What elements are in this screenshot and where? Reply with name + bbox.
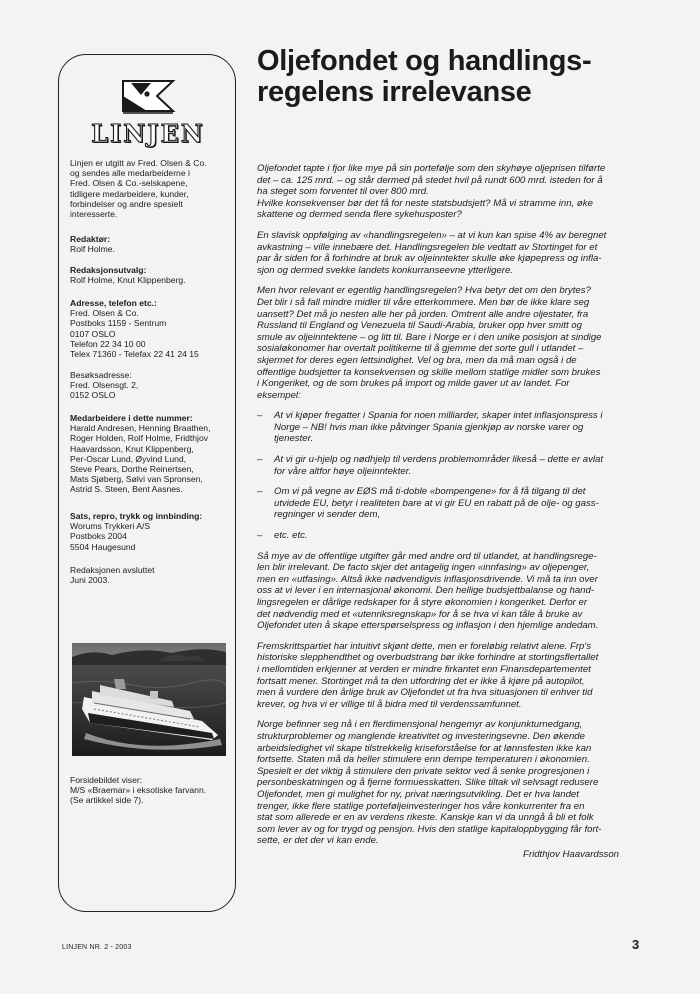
text-line: eksempel:: [257, 389, 301, 401]
contributors-heading: Medarbeidere i dette nummer:: [70, 413, 193, 423]
text-line: lingsregelen er dårlige redskaper for å styre økonomien i kongeriket. Derfor er: [257, 597, 588, 608]
print-line: Worums Trykkeri A/S: [70, 521, 151, 532]
text-line: trenger, ikke flere statlige porteføljeinvesteringer hos våre konkurrenter fra en: [257, 800, 585, 812]
paragraph: [257, 641, 641, 711]
text-line: ha steget som forventet til over 800 mrd.: [257, 186, 429, 198]
intro-line: Fred. Olsen & Co.-selskapene,: [70, 178, 188, 189]
committee-block: [70, 265, 230, 285]
linjen-wordmark: LINJEN: [91, 119, 205, 148]
editor-block: [70, 234, 230, 254]
editor-heading: Redaktør:: [70, 234, 111, 244]
closed-line: Juni 2003.: [70, 575, 110, 586]
closed-line: Redaksjonen avsluttet: [70, 565, 155, 575]
address-line: Telefon 22 34 10 00: [70, 338, 146, 349]
print-block: [70, 511, 230, 552]
text-line: Hvilke konsekvenser bør det få for neste statsbudsjett? Må vi stramme inn, øke: [257, 197, 593, 209]
masthead-panel: [58, 54, 236, 912]
print-line: 5504 Haugesund: [70, 541, 136, 552]
text-line: Så mye av de offentlige utgifter går med andre ord til utlandet, at handlingsrege-: [257, 550, 597, 562]
text-line: regninger vi sender dem,: [274, 509, 381, 521]
committee-names: Rolf Holme, Knut Klippenberg.: [70, 275, 186, 286]
text-line: stat som allerede er en av verdens rikeste. Kanskje kan vi da unngå å bli et folk: [257, 812, 594, 824]
issue-label: LINJEN NR. 2 - 2003: [62, 944, 132, 951]
flag-logo-icon: [121, 77, 176, 115]
bullet-item: [257, 454, 641, 477]
dash-bullet-icon: –: [257, 486, 263, 498]
contributors-line: Harald Andresen, Henning Braathen,: [70, 423, 211, 434]
text-line: oss at vi lever i en internasjonal økonomi. Den hellige budsjettbalanse og hand-: [257, 585, 595, 597]
address-heading: Adresse, telefon etc.:: [70, 298, 157, 308]
text-line: utvidede EU, betyr i realiteten bare at vi gir EU en rabatt på de olje- og gass-: [274, 497, 599, 509]
text-line: fortsatt mener. Stortinget må ta den utfordring det er ikke å kjøre på autopilot,: [257, 675, 585, 687]
intro-line: forbindelser og andre spesielt: [70, 198, 183, 209]
title-line: Oljefondet og handlings-: [257, 45, 592, 77]
address-line: 0107 OSLO: [70, 328, 116, 339]
title-line: regelens irrelevanse: [257, 76, 532, 108]
photo-caption: [70, 775, 230, 806]
bullet-item: [257, 486, 641, 521]
text-line: Om vi på vegne av EØS må ti-doble «bompengene» for å få tilgang til det: [274, 486, 586, 498]
dash-bullet-icon: –: [257, 454, 263, 466]
text-line: som lever av og for trygd og pensjon. Hvis den statlige kapitaloppbygging får fort-: [257, 823, 602, 835]
text-line: strukturproblemer og manglende kreativitet og investeringsevne. Den økende: [257, 730, 585, 742]
caption-line: M/S «Braemar» i eksotiske farvann.: [70, 785, 207, 796]
caption-line: (Se artikkel side 7).: [70, 795, 144, 806]
text-line: Men hvor relevant er egentlig handlingsregelen? Hva betyr det om den brytes?: [257, 285, 591, 297]
text-line: Det blir i så fall mindre midler til våre etterkommere. Men bør de ikke klare seg: [257, 296, 590, 308]
address-line: Telex 71360 - Telefax 22 41 24 15: [70, 349, 199, 360]
cover-photo: [72, 643, 226, 756]
visit-address-line: Fred. Olsensgt. 2,: [70, 380, 139, 391]
text-line: historiske slepphendthet og overbudstrang bør ikke forhindre at stortingsflertallet: [257, 652, 599, 664]
text-line: At vi kjøper fregatter i Spania for noen milliarder, skaper intet inflasjonspress i: [274, 410, 603, 422]
text-line: krever, og hva vi er villige til å bidra med til verdenssamfunnet.: [257, 698, 522, 710]
text-line: avkastning – ville innebære det. Handlingsregelen ble vedtatt av Stortinget for et: [257, 241, 598, 253]
contributors-line: Per-Oscar Lund, Øyvind Lund,: [70, 453, 187, 464]
text-line: par år siden for å forhindre at bruk av oljeinntekter skulle øke kjøpepress og infla-: [257, 253, 602, 265]
bullet-item: [257, 530, 641, 542]
text-line: sjon og dermed svekke landets konkurranseevne ytterligere.: [257, 264, 513, 276]
editor-name: Rolf Holme.: [70, 244, 115, 255]
intro-text: [70, 158, 230, 219]
contributors-line: Steve Pears, Dorthe Reinertsen,: [70, 464, 194, 475]
intro-line: og sendes alle medarbeiderne i: [70, 168, 190, 179]
text-line: sosialøkonomer har overtalt politikerne til å gjemme det sorte gull i utlandet –: [257, 343, 584, 355]
text-line: etc. etc.: [274, 530, 308, 542]
text-line: fortsette. Staten må da heller stimulere enn dempe temperaturen i økonomien.: [257, 754, 590, 766]
text-line: men en «utfasing». Altså ikke nødvendigvis inflasjonsdrivende. Vi må ta inn over: [257, 573, 598, 585]
address-block: [70, 298, 230, 359]
print-line: Postboks 2004: [70, 531, 127, 542]
text-line: Oljefondet, men gi mulighet for ny, privat næringsutvikling. Det er hva landet: [257, 788, 579, 800]
text-line: det nødvendig med et «utenriksregnskap» for å se hva vi kan tåle å bruke av: [257, 608, 583, 620]
text-line: len blir irrelevant. De facto skjer det antagelig ingen «innfasing» av oljepenger,: [257, 562, 590, 574]
intro-line: Linjen er utgitt av Fred. Olsen & Co.: [70, 158, 207, 168]
paragraph: [257, 230, 641, 276]
text-line: arbeidsledighet vil skape tilstrekkelig kriseforståelse for at lønnsfesten ikke kan: [257, 742, 592, 754]
address-line: Postboks 1159 - Sentrum: [70, 318, 167, 329]
dash-bullet-icon: –: [257, 410, 263, 422]
dash-bullet-icon: –: [257, 530, 263, 542]
text-line: Russland til England og Venezuela til Saudi-Arabia, bruker opp hver smitt og: [257, 320, 582, 332]
text-line: personbeskatningen og å fjerne formuesskatten. Slike tiltak vil selvsagt redusere: [257, 777, 599, 789]
contributors-line: Roger Holden, Rolf Holme, Fridthjov: [70, 433, 209, 444]
visit-address-block: [70, 370, 230, 401]
text-line: Oljefondet uten å skape etterspørselspress og inflasjon i den hjemlige andedam.: [257, 620, 599, 632]
intro-line: interesserte.: [70, 209, 118, 220]
text-line: uansett? Det må jo nesten alle her på jorden. Omtrent alle andre oljestater, fra: [257, 308, 589, 320]
intro-line: tidligere medarbeidere, kunder,: [70, 188, 189, 199]
text-line: sette, er det der vi kan ende.: [257, 835, 379, 847]
text-line: det – ca. 125 mrd. – og står dermed på stedet hvil på rundt 600 mrd. isteden for å: [257, 174, 603, 186]
closed-block: [70, 565, 230, 585]
text-line: skattene og dermed senda flere sykehusposter?: [257, 209, 462, 221]
text-line: i Kongeriket, og de som brukes på import og milde gaver ut av landet. For: [257, 378, 570, 390]
text-line: tjenester.: [274, 433, 314, 445]
caption-line: Forsidebildet viser:: [70, 775, 143, 785]
visit-address-line: 0152 OSLO: [70, 390, 116, 401]
contributors-line: Haavardsson, Knut Klippenberg,: [70, 443, 194, 454]
paragraph: [257, 719, 641, 847]
committee-heading: Redaksjonsutvalg:: [70, 265, 147, 275]
page-number: 3: [632, 937, 640, 952]
text-line: i mellomtiden erkjenner at verden er mindre firkantet enn Finansdepartementet: [257, 663, 591, 675]
paragraph: [257, 285, 641, 401]
print-heading: Sats, repro, trykk og innbinding:: [70, 511, 203, 521]
text-line: offentlige budsjetter ta konsekvensen og skille mellom statlige midler som brukes: [257, 366, 601, 378]
contributors-line: Mats Sjøberg, Sølvi van Spronsen,: [70, 474, 203, 485]
contributors-block: [70, 413, 230, 495]
text-line: skjermet for deres egen lettsindighet. Vel og bra, men da må man også i de: [257, 354, 577, 366]
article-body: [257, 163, 641, 860]
address-line: Fred. Olsen & Co.: [70, 308, 139, 319]
text-line: Oljefondet tapte i fjor like mye på sin portefølje som den skyhøye oljeprisen tilførte: [257, 163, 606, 174]
bullet-item: [257, 410, 641, 445]
text-line: At vi gir u-hjelp og nødhjelp til verdens problemområder likeså – dette er avlat: [274, 454, 604, 466]
paragraph: [257, 163, 641, 221]
text-line: Norge befinner seg nå i en flerdimensjonal hengemyr av konjunkturnedgang,: [257, 719, 583, 731]
contributors-line: Astrid S. Steen, Bent Aasnes.: [70, 484, 183, 495]
text-line: men å vurdere den årlige bruk av Oljefondet ut fra hva situasjonen til enhver tid: [257, 687, 593, 699]
cruise-ship-image: [72, 643, 226, 756]
article-title: [257, 46, 677, 108]
text-line: for våre altfor høye oljeinntekter.: [274, 465, 412, 477]
text-line: smule av oljeinntektene – og litt til. Bare i Norge er i den unike posisjon at sindige: [257, 331, 602, 343]
text-line: Norge – NB! hvis man ikke påtvinger Spania gjenkjøp av norske varer og: [274, 421, 584, 433]
text-line: Spesielt er det viktig å stimulere den private sektor ved å senke progresjonen i: [257, 765, 590, 777]
author-signature: Fridthjov Haavardsson: [523, 848, 619, 860]
text-line: En slavisk oppfølging av «handlingsregelen» – at vi kun kan spise 4% av beregnet: [257, 229, 607, 241]
text-line: Fremskrittspartiet har intuitivt skjønt dette, men er foreløbig relativt alene. Frp's: [257, 640, 591, 652]
paragraph: [257, 551, 641, 632]
visit-address-line: Besøksadresse:: [70, 370, 132, 380]
